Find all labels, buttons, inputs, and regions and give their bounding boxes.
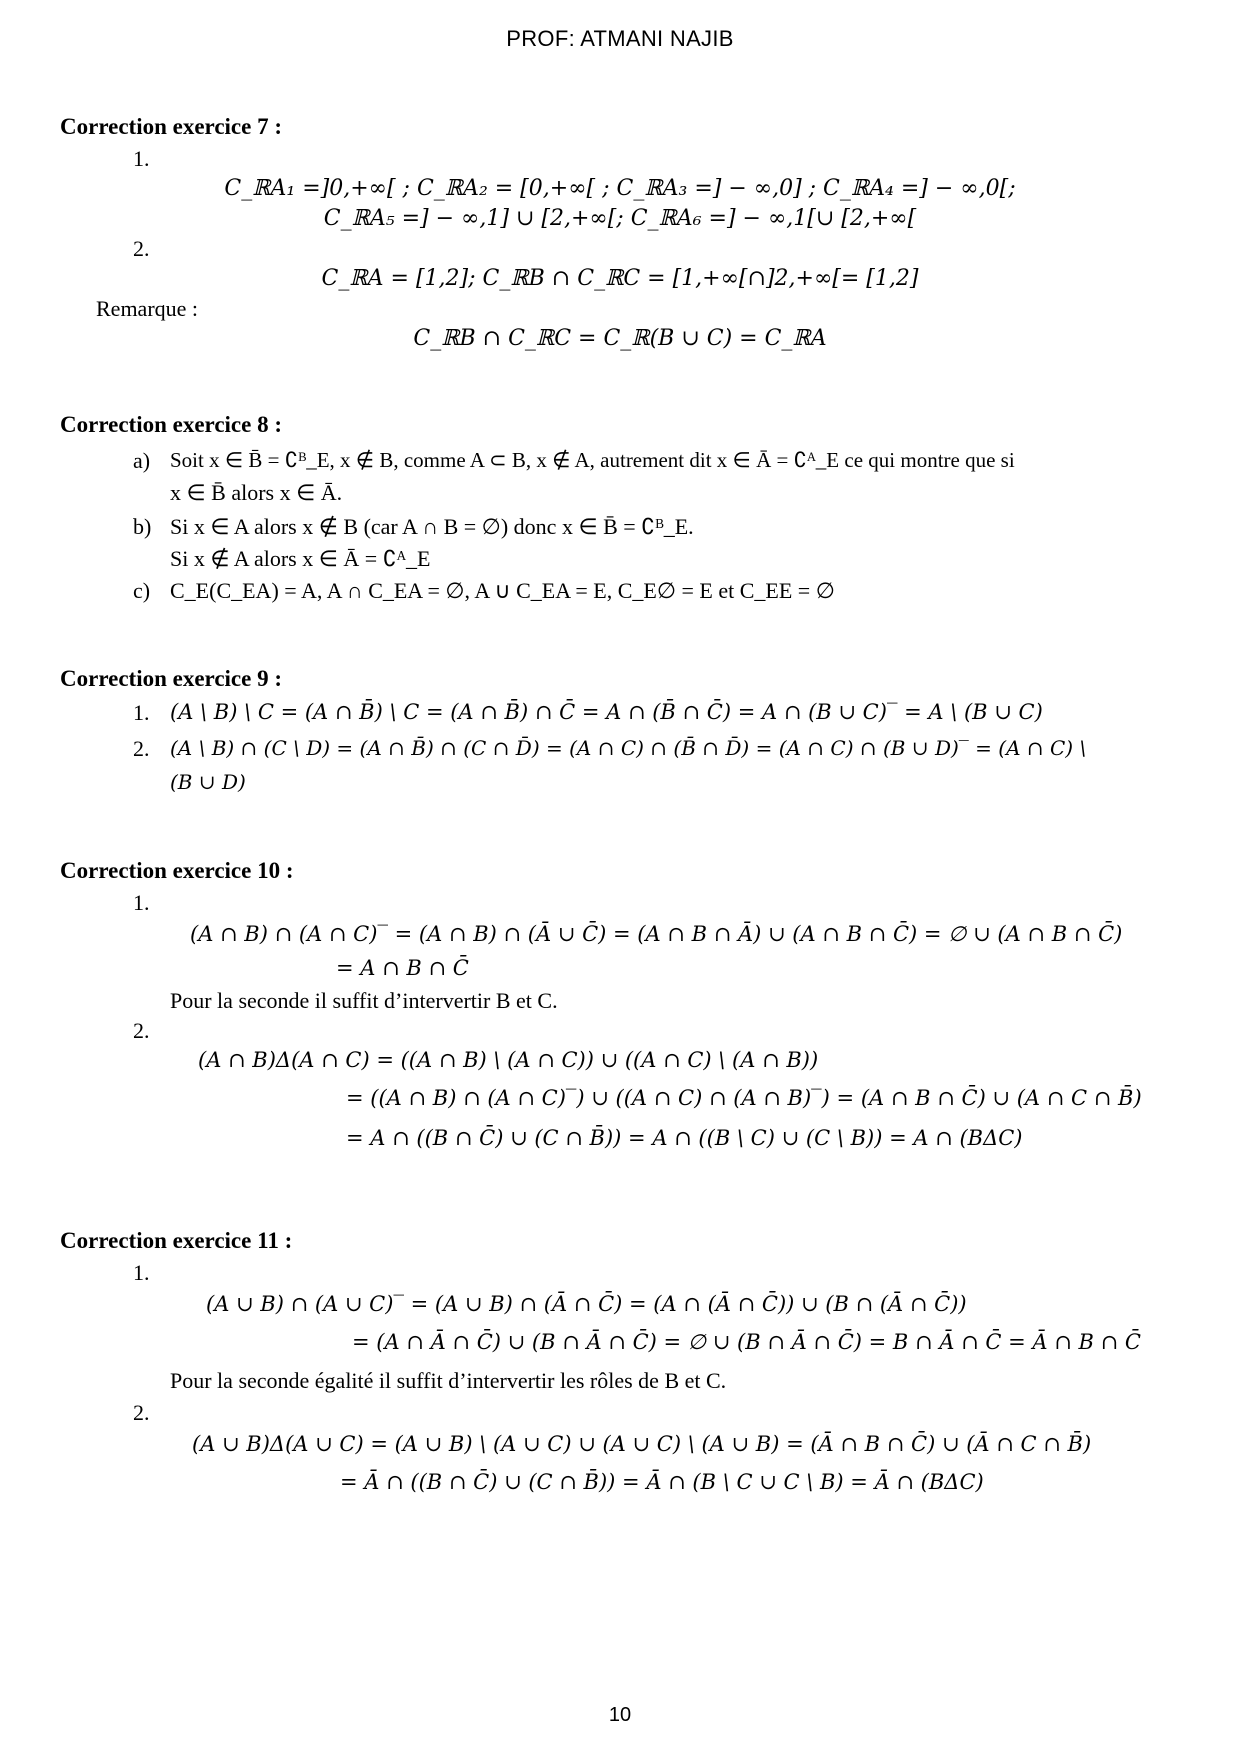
math-line: = ((A ∩ B) ∩ (A ∩ C)‾) ∪ ((A ∩ C) ∩ (A ∩ B)‾) = (A ∩ B ∩ C̄) ∪ (A ∩ C ∩ B̄) <box>346 1086 1142 1110</box>
math-line: (A ∪ B)Δ(A ∪ C) = (A ∪ B) \ (A ∪ C) ∪ (A ∪ C) \ (A ∪ B) = (Ā ∩ B ∩ C̄) ∪ (Ā ∩ C ∩ B̄) <box>192 1432 1092 1456</box>
item-label: c) <box>133 578 151 603</box>
section-title-ex7: Correction exercice 7 : <box>60 114 283 139</box>
text-line: x ∈ B̄ alors x ∈ Ā. <box>170 480 343 505</box>
page-header: PROF: ATMANI NAJIB <box>506 26 734 51</box>
page-number: 10 <box>608 1704 632 1726</box>
math-line: (A \ B) ∩ (C \ D) = (A ∩ B̄) ∩ (C ∩ D̄) = (A ∩ C) ∩ (B̄ ∩ D̄) = (A ∩ C) ∩ (B ∪ D)‾ = (A ∩ C) \ <box>170 736 1087 760</box>
item-number: 2. <box>133 1400 150 1425</box>
math-line: = Ā ∩ ((B ∩ C̄) ∪ (C ∩ B̄)) = Ā ∩ (B \ C ∪ C \ B) = Ā ∩ (BΔC) <box>340 1470 984 1494</box>
math-line: (A \ B) \ C = (A ∩ B̄) \ C = (A ∩ B̄) ∩ C̄ = A ∩ (B̄ ∩ C̄) = A ∩ (B ∪ C)‾ = A \ (B ∪ C) <box>170 700 1043 724</box>
math-line: C_ℝB ∩ C_ℝC = C_ℝ(B ∪ C) = C_ℝA <box>413 326 827 351</box>
item-number: 1. <box>133 1260 150 1285</box>
item-label: b) <box>133 514 152 539</box>
section-title-ex9: Correction exercice 9 : <box>60 666 283 691</box>
section-title-ex10: Correction exercice 10 : <box>60 858 294 883</box>
math-line: = A ∩ B ∩ C̄ <box>336 956 469 980</box>
math-line: C_ℝA₅ =] − ∞,1] ∪ [2,+∞[; C_ℝA₆ =] − ∞,1[∪ [2,+∞[ <box>323 206 917 231</box>
section-title-ex8: Correction exercice 8 : <box>60 412 283 437</box>
math-line: C_ℝA = [1,2]; C_ℝB ∩ C_ℝC = [1,+∞[∩]2,+∞[= [1,2] <box>321 266 919 291</box>
math-line: (A ∪ B) ∩ (A ∪ C)‾ = (A ∪ B) ∩ (Ā ∩ C̄) = (A ∩ (Ā ∩ C̄)) ∪ (B ∩ (Ā ∩ C̄)) <box>206 1292 967 1316</box>
item-number: 2. <box>133 236 150 261</box>
text-line: C_E(C_EA) = A, A ∩ C_EA = ∅, A ∪ C_EA = E, C_E∅ = E et C_EE = ∅ <box>170 578 835 603</box>
item-number: 1. <box>133 700 150 725</box>
text-line: Pour la seconde égalité il suffit d’intervertir les rôles de B et C. <box>170 1368 727 1393</box>
text-line: Pour la seconde il suffit d’intervertir B et C. <box>170 988 558 1013</box>
item-number: 1. <box>133 890 150 915</box>
section-title-ex11: Correction exercice 11 : <box>60 1228 293 1253</box>
item-number: 1. <box>133 146 150 171</box>
math-line: (B ∪ D) <box>170 770 246 794</box>
math-line: = A ∩ ((B ∩ C̄) ∪ (C ∩ B̄)) = A ∩ ((B \ C) ∪ (C \ B)) = A ∩ (BΔC) <box>346 1126 1023 1150</box>
math-line: (A ∩ B)Δ(A ∩ C) = ((A ∩ B) \ (A ∩ C)) ∪ ((A ∩ C) \ (A ∩ B)) <box>198 1048 819 1072</box>
remark-label: Remarque : <box>96 296 199 321</box>
text-line: Si x ∈ A alors x ∉ B (car A ∩ B = ∅) donc x ∈ B̄ = ∁ᴮ_E. <box>170 514 694 539</box>
math-line: C_ℝA₁ =]0,+∞[ ; C_ℝA₂ = [0,+∞[ ; C_ℝA₃ =] − ∞,0] ; C_ℝA₄ =] − ∞,0[; <box>224 176 1016 201</box>
text-line: Soit x ∈ B̄ = ∁ᴮ_E, x ∉ B, comme A ⊂ B, x ∉ A, autrement dit x ∈ Ā = ∁ᴬ_E ce qui montre que si <box>170 448 1015 472</box>
text-line: Si x ∉ A alors x ∈ Ā = ∁ᴬ_E <box>170 546 431 571</box>
item-label: a) <box>133 448 151 473</box>
math-line: = (A ∩ Ā ∩ C̄) ∪ (B ∩ Ā ∩ C̄) = ∅ ∪ (B ∩ Ā ∩ C̄) = B ∩ Ā ∩ C̄ = Ā ∩ B ∩ C̄ <box>352 1330 1141 1354</box>
item-number: 2. <box>133 1018 150 1043</box>
math-line: (A ∩ B) ∩ (A ∩ C)‾ = (A ∩ B) ∩ (Ā ∪ C̄) = (A ∩ B ∩ Ā) ∪ (A ∩ B ∩ C̄) = ∅ ∪ (A ∩ B ∩ C̄) <box>190 922 1123 946</box>
item-number: 2. <box>133 736 150 761</box>
